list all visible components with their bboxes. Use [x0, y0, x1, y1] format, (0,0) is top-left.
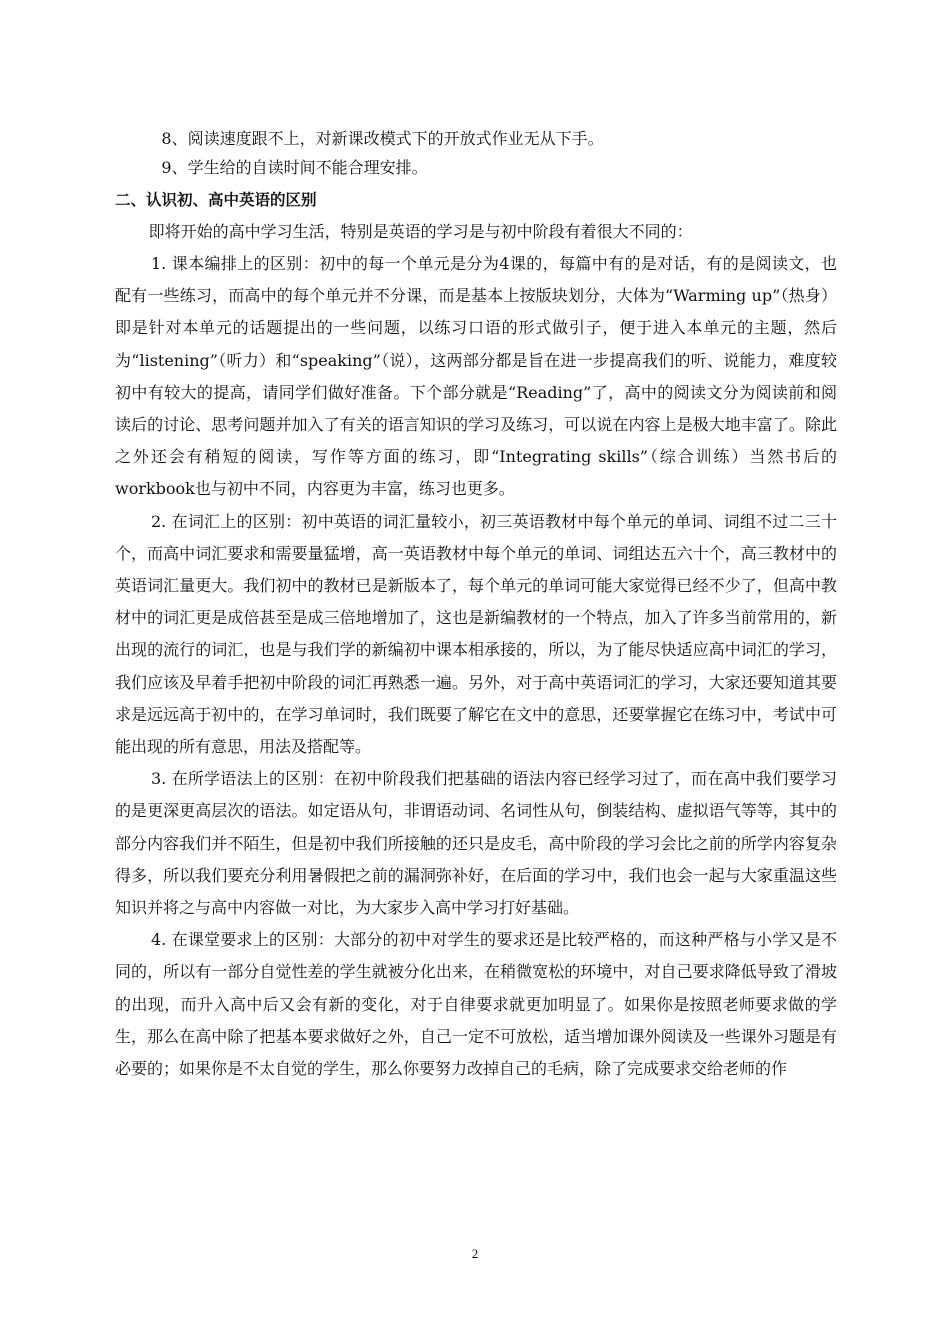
intro-paragraph: 即将开始的高中学习生活，特别是英语的学习是与初中阶段有着很大不同的：	[148, 222, 693, 241]
list-item: 9、学生给的自读时间不能合理安排。	[161, 158, 428, 177]
section-heading: 二、认识初、高中英语的区别	[115, 191, 317, 209]
paragraph-classroom-requirements: 4. 在课堂要求上的区别：大部分的初中对学生的要求还是比较严格的，而这种严格与小学又是不同的，所以有一部分自觉性差的学生就被分化出来，在稍微宽松的环境中，对自己要求降低导致了滑坡的出现，而升入高中后又会有新的变化，对于自律要求就更加明显了。如果你是按照老师要求做的学生，那么在高中除了把基本要求做好之外，自己一定不可放松，适当增加课外阅读及一些课外习题是有必要的；如果你是不太自觉的学生，那么你要努力改掉自己的毛病，除了完成要求交给老师的作	[115, 930, 837, 1079]
list-item: 8、阅读速度跟不上，对新课改模式下的开放式作业无从下手。	[161, 129, 604, 148]
paragraph-grammar: 3. 在所学语法上的区别：在初中阶段我们把基础的语法内容已经学习过了，而在高中我们要学习的是更深更高层次的语法。如定语从句，非谓语动词、名词性从句，倒装结构、虚拟语气等等，其中的部分内容我们并不陌生，但是初中我们所接触的还只是皮毛，高中阶段的学习会比之前的所学内容复杂得多，所以我们要充分利用暑假把之前的漏洞弥补好，在后面的学习中，我们也会一起与大家重温这些知识并将之与高中内容做一对比，为大家步入高中学习打好基础。	[115, 769, 837, 918]
paragraph-vocabulary: 2. 在词汇上的区别：初中英语的词汇量较小，初三英语教材中每个单元的单词、词组不过二三十个，而高中词汇要求和需要量猛增，高一英语教材中每个单元的单词、词组达五六十个，高三教材中的英语词汇量更大。我们初中的教材已是新版本了，每个单元的单词可能大家觉得已经不少了，但高中教材中的词汇更是成倍甚至是成三倍地增加了，这也是新编教材的一个特点，加入了许多当前常用的，新出现的流行的词汇，也是与我们学的新编初中课本相承接的，所以，为了能尽快适应高中词汇的学习，我们应该及早着手把初中阶段的词汇再熟悉一遍。另外，对于高中英语词汇的学习，大家还要知道其要求是远远高于初中的，在学习单词时，我们既要了解它在文中的意思，还要掌握它在练习中，考试中可能出现的所有意思，用法及搭配等。	[115, 511, 837, 757]
paragraph-textbook-arrangement: 1. 课本编排上的区别：初中的每一个单元是分为4课的，每篇中有的是对话，有的是阅读文，也配有一些练习，而高中的每个单元并不分课，而是基本上按版块划分，大体为“Warming up”（热身）即是针对本单元的话题提出的一些问题，以练习口语的形式做引子，便于进入本单元的主题，然后为“listening”（听力）和“speaking”（说），这两部分都是旨在进一步提高我们的听、说能力，难度较初中有较大的提高，请同学们做好准备。下个部分就是“Reading”了，高中的阅读文分为阅读前和阅读后的讨论、思考问题并加入了有关的语言知识的学习及练习，可以说在内容上是极大地丰富了。除此之外还会有稍短的阅读，写作等方面的练习，即“Integrating skills”（综合训练）当然书后的workbook也与初中不同，内容更为丰富，练习也更多。	[115, 254, 837, 499]
document-body	[115, 124, 837, 1085]
page-number: 2	[471, 1246, 479, 1261]
